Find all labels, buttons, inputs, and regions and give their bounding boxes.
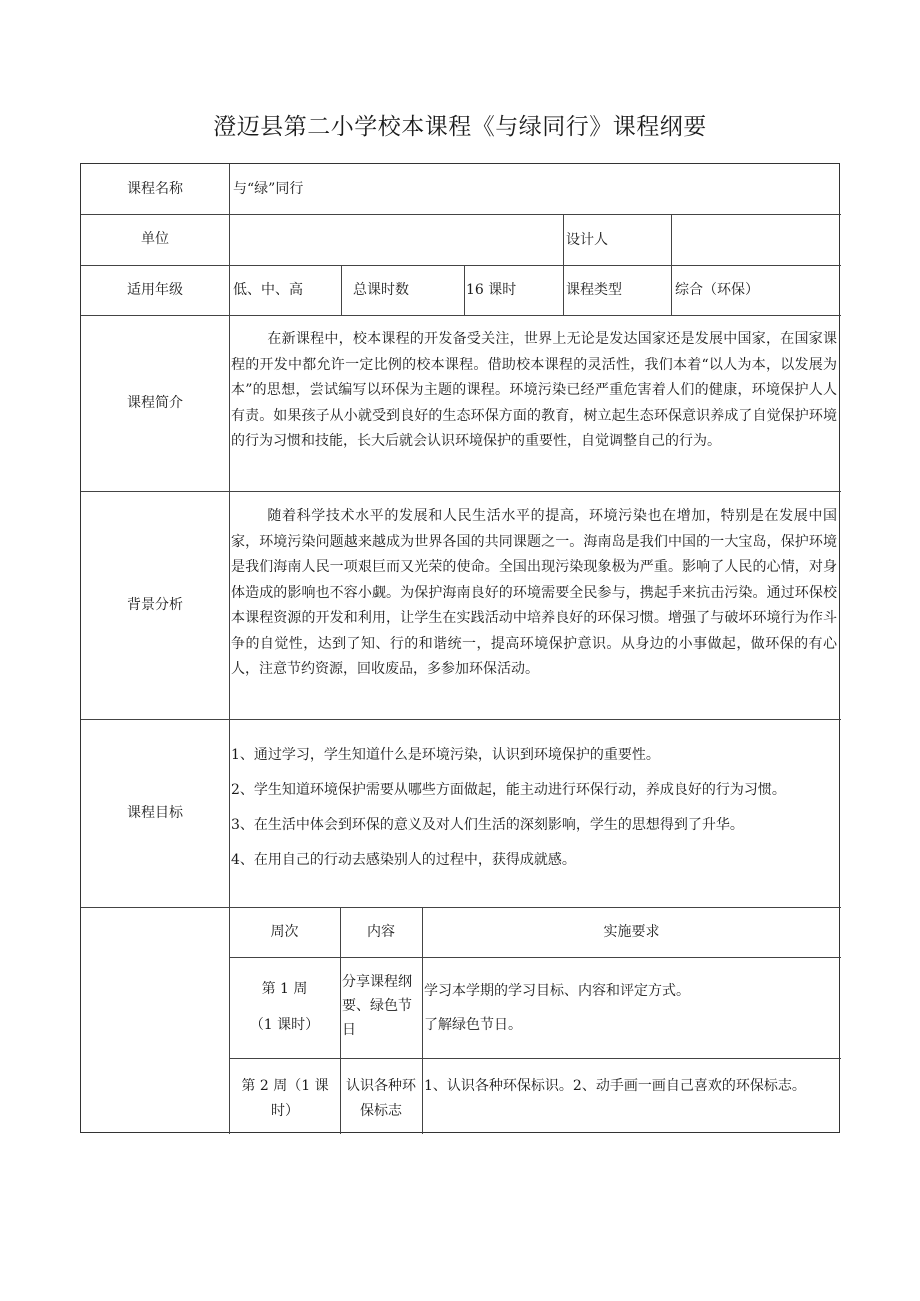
course-type-label: 课程类型 — [566, 282, 622, 298]
column-divider — [563, 214, 564, 315]
page-title: 澄迈县第二小学校本课程《与绿同行》课程纲要 — [213, 114, 707, 140]
course-name-label: 课程名称 — [127, 180, 183, 197]
schedule-row-1-content: 分享课程纲要、绿色节日 — [342, 974, 412, 1038]
goal-item: 4、在用自己的行动去感染别人的过程中，获得成就感。 — [231, 852, 576, 868]
column-divider — [671, 214, 672, 315]
goal-item: 3、在生活中体会到环保的意义及对人们生活的深刻影响，学生的思想得到了升华。 — [231, 817, 744, 833]
schedule-header-requirements: 实施要求 — [603, 923, 660, 940]
schedule-row-2-requirements: 1、认识各种环保标识。2、动手画一画自己喜欢的环保标志。 — [424, 1078, 806, 1094]
grade-label: 适用年级 — [127, 281, 183, 298]
schedule-row-1-requirements — [424, 978, 836, 1038]
row-divider — [229, 957, 841, 958]
schedule-header-week: 周次 — [270, 923, 299, 940]
schedule-header-content: 内容 — [367, 923, 395, 940]
hours-label: 总课时数 — [353, 282, 409, 298]
goal-item: 1、通过学习，学生知道什么是环境污染，认识到环境保护的重要性。 — [231, 747, 660, 763]
goals-label: 课程目标 — [127, 804, 183, 821]
hours-value: 16 课时 — [466, 282, 517, 298]
intro-text: 在新课程中，校本课程的开发备受关注，世界上无论是发达国家还是发展中国家，在国家课程的开发中都允许一定比例的校本课程。借助校本课程的灵活性，我们本着“以人为本，以发展为本”的思想，尝试编写以环保为主题的课程。环境污染已经严重危害着人们的健康，环境保护人人有责。如果孩子从小就受到良好的生态环保方面的教育，树立起生态环保意识养成了自觉保护环境的行为习惯和技能，长大后就会认识环境保护的重要性，自觉调整自己的行为。 — [231, 331, 837, 449]
goal-item: 2、学生知道环境保护需要从哪些方面做起，能主动进行环保行动，养成良好的行为习惯。 — [231, 782, 786, 798]
requirement-line: 了解绿色节日。 — [424, 1017, 522, 1033]
schedule-row-2-content: 认识各种环保标志 — [346, 1078, 416, 1119]
column-divider — [464, 265, 465, 315]
course-type-value: 综合（环保） — [675, 282, 759, 298]
requirement-line: 学习本学期的学习目标、内容和评定方式。 — [424, 983, 690, 999]
schedule-row-2-week: 第 2 周（1 课时） — [241, 1078, 329, 1119]
designer-label: 设计人 — [566, 232, 608, 248]
row-divider — [229, 1058, 841, 1059]
background-label: 背景分析 — [127, 596, 183, 613]
week-line: 第 1 周 — [261, 981, 308, 997]
intro-label: 课程简介 — [127, 394, 183, 411]
week-line: （1 课时） — [249, 1017, 320, 1033]
column-divider — [341, 265, 342, 315]
course-name-value: 与“绿”同行 — [233, 181, 304, 197]
schedule-row-1-week — [229, 976, 340, 1038]
background-text: 随着科学技术水平的发展和人民生活水平的提高，环境污染也在增加，特别是在发展中国家，环境污染问题越来越成为世界各国的共同课题之一。海南岛是我们中国的一大宝岛，保护环境是我们海南人民一项艰巨而又光荣的使命。全国出现污染现象极为严重。影响了人民的心情，对身体造成的影响也不容小觑。为保护海南良好的环境需要全民参与，携起手来抗击污染。通过环保校本课程资源的开发和利用，让学生在实践活动中培养良好的环保习惯。增强了与破坏环境行为作斗争的自觉性，达到了知、行的和谐统一，提高环境保护意识。从身边的小事做起，做环保的有心人，注意节约资源，回收废品，多参加环保活动。 — [231, 508, 837, 677]
syllabus-table — [80, 163, 840, 1133]
unit-label: 单位 — [141, 231, 169, 247]
grade-value: 低、中、高 — [233, 282, 303, 298]
